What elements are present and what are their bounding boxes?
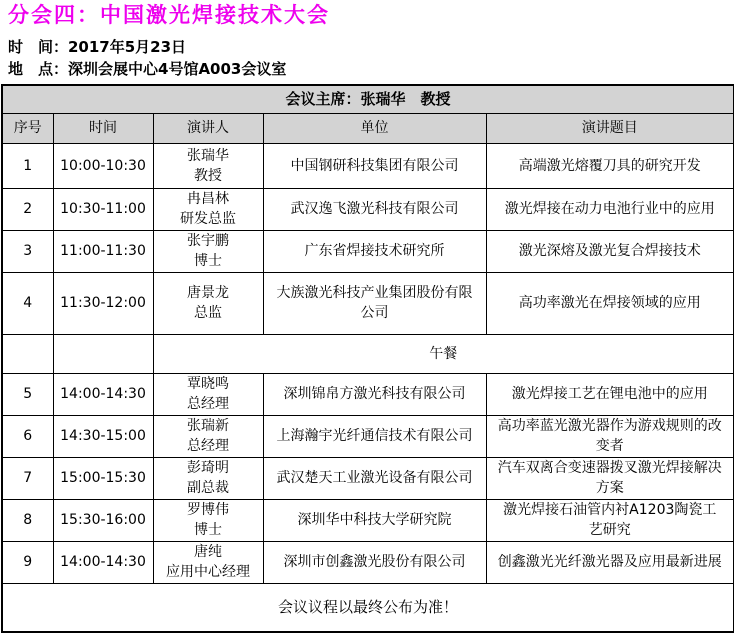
cell-speaker — [153, 499, 263, 541]
lunch-row — [2, 334, 734, 373]
cell-time: 11:30-12:00 — [53, 272, 153, 334]
speaker-title: 总监 — [194, 305, 222, 321]
column-header-row — [2, 113, 734, 143]
cell-time: 15:30-16:00 — [53, 499, 153, 541]
cell-no: 8 — [2, 499, 53, 541]
cell-no: 5 — [2, 373, 53, 415]
cell-org: 广东省焊接技术研究所 — [263, 230, 486, 272]
location-line: 地 点：深圳会展中心4号馆A003会议室 — [8, 60, 287, 78]
cell-topic: 激光焊接在动力电池行业中的应用 — [486, 188, 734, 230]
chair-row — [2, 85, 734, 113]
cell-no-empty — [2, 334, 53, 373]
speaker-name: 罗博伟 — [187, 502, 229, 518]
speaker-title: 博士 — [194, 253, 222, 269]
time-line: 时 间：2017年5月23日 — [8, 38, 187, 56]
lunch-cell: 午餐 — [153, 334, 734, 373]
cell-topic: 激光焊接石油管内衬A1203陶瓷工艺研究 — [486, 499, 734, 541]
cell-org: 上海瀚宇光纤通信技术有限公司 — [263, 415, 486, 457]
speaker-name: 覃晓鸣 — [187, 376, 229, 392]
speaker-title: 研发总监 — [180, 211, 236, 227]
cell-org: 中国钢研科技集团有限公司 — [263, 143, 486, 188]
col-header-no: 序号 — [2, 113, 53, 143]
cell-topic: 高功率激光在焊接领域的应用 — [486, 272, 734, 334]
cell-no: 7 — [2, 457, 53, 499]
cell-org: 深圳市创鑫激光股份有限公司 — [263, 541, 486, 583]
speaker-title: 副总裁 — [187, 480, 229, 496]
speaker-title: 博士 — [194, 522, 222, 538]
table-row — [2, 143, 734, 188]
cell-speaker — [153, 457, 263, 499]
cell-no: 2 — [2, 188, 53, 230]
cell-time: 14:00-14:30 — [53, 373, 153, 415]
cell-speaker — [153, 230, 263, 272]
speaker-title: 应用中心经理 — [166, 564, 250, 580]
cell-topic: 高功率蓝光激光器作为游戏规则的改变者 — [486, 415, 734, 457]
cell-speaker — [153, 541, 263, 583]
cell-no: 3 — [2, 230, 53, 272]
table-row — [2, 415, 734, 457]
cell-time: 14:30-15:00 — [53, 415, 153, 457]
cell-org: 深圳华中科技大学研究院 — [263, 499, 486, 541]
table-row — [2, 272, 734, 334]
speaker-name: 张瑞新 — [187, 418, 229, 434]
table-row — [2, 188, 734, 230]
agenda-table — [1, 84, 734, 633]
speaker-title: 总经理 — [187, 438, 229, 454]
footer-note: 会议议程以最终公布为准！ — [2, 583, 734, 632]
agenda-body — [2, 143, 734, 583]
col-header-org: 单位 — [263, 113, 486, 143]
speaker-title: 总经理 — [187, 396, 229, 412]
cell-time: 14:00-14:30 — [53, 541, 153, 583]
cell-speaker — [153, 373, 263, 415]
speaker-title: 教授 — [194, 167, 222, 184]
cell-topic: 激光深熔及激光复合焊接技术 — [486, 230, 734, 272]
speaker-name: 唐景龙 — [187, 285, 229, 301]
cell-org: 大族激光科技产业集团股份有限公司 — [263, 272, 486, 334]
col-header-time: 时间 — [53, 113, 153, 143]
table-row — [2, 230, 734, 272]
chair-cell: 会议主席：张瑞华 教授 — [2, 85, 734, 113]
info-block — [8, 36, 734, 80]
page-title: 分会四：中国激光焊接技术大会 — [8, 3, 330, 27]
cell-topic: 高端激光熔覆刀具的研究开发 — [486, 143, 734, 188]
conference-agenda-page — [0, 3, 734, 633]
speaker-name: 彭琦明 — [187, 460, 229, 476]
speaker-name: 张宇鹏 — [187, 233, 229, 249]
cell-topic: 激光焊接工艺在锂电池中的应用 — [486, 373, 734, 415]
cell-topic: 汽车双离合变速器拨叉激光焊接解决方案 — [486, 457, 734, 499]
cell-time: 15:00-15:30 — [53, 457, 153, 499]
table-row — [2, 541, 734, 583]
speaker-name: 唐纯 — [194, 544, 222, 560]
table-row — [2, 373, 734, 415]
cell-speaker — [153, 188, 263, 230]
col-header-topic: 演讲题目 — [486, 113, 734, 143]
cell-no: 1 — [2, 143, 53, 188]
cell-org: 武汉逸飞激光科技有限公司 — [263, 188, 486, 230]
cell-time: 11:00-11:30 — [53, 230, 153, 272]
cell-speaker — [153, 272, 263, 334]
speaker-name: 冉昌林 — [187, 191, 229, 207]
footer-row — [2, 583, 734, 632]
speaker-name: 张瑞华 — [187, 147, 229, 164]
cell-speaker — [153, 415, 263, 457]
cell-time: 10:30-11:00 — [53, 188, 153, 230]
cell-no: 9 — [2, 541, 53, 583]
cell-org: 武汉楚天工业激光设备有限公司 — [263, 457, 486, 499]
cell-time: 10:00-10:30 — [53, 143, 153, 188]
cell-no: 6 — [2, 415, 53, 457]
table-row — [2, 457, 734, 499]
cell-speaker — [153, 143, 263, 188]
cell-org: 深圳锦帛方激光科技有限公司 — [263, 373, 486, 415]
cell-topic: 创鑫激光光纤激光器及应用最新进展 — [486, 541, 734, 583]
cell-no: 4 — [2, 272, 53, 334]
table-row — [2, 499, 734, 541]
col-header-speaker: 演讲人 — [153, 113, 263, 143]
cell-time-empty — [53, 334, 153, 373]
